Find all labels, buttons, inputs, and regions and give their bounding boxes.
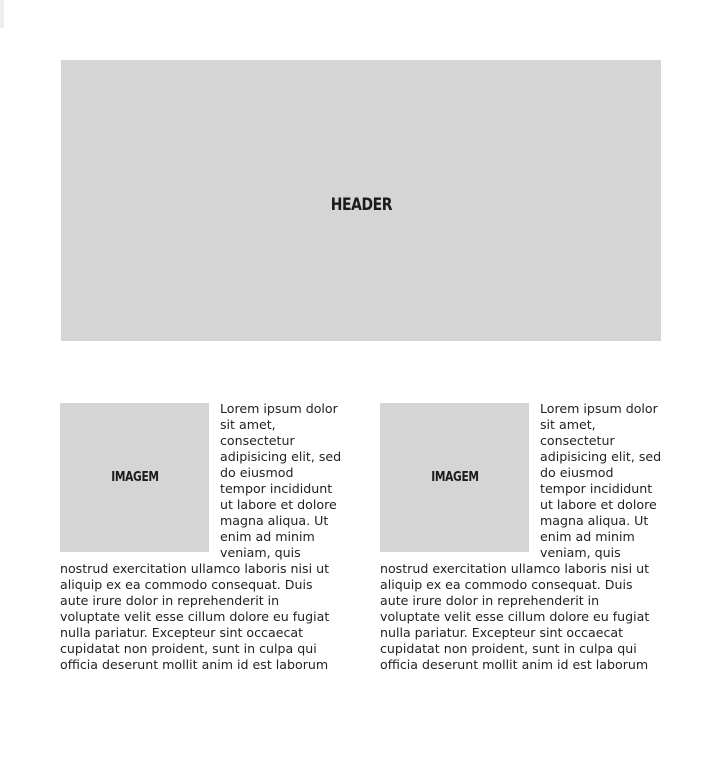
card-body-text: Lorem ipsum dolor sit amet, consectetur adipisicing elit, sed do eiusmod tempor incididunt ut labore et dolore magna aliqua. Ut enim ad minim veniam, quis nostrud exercitation ullamco laboris nisi ut aliquip ex ea commodo consequat. Duis aute irure dolor in reprehenderit in voluptate velit esse cillum dolore eu fugiat nulla pariatur. Excepteur sint occaecat cupidatat non proident, sunt in culpa qui officia deserunt mollit anim id est laborum [60, 401, 342, 672]
card-image-label: IMAGEM [110, 469, 159, 485]
card-image-placeholder [380, 403, 529, 552]
header-placeholder [61, 60, 661, 341]
content-card-right [380, 403, 662, 673]
card-image-label: IMAGEM [430, 469, 479, 485]
card-image-placeholder [60, 403, 209, 552]
corner-mark [0, 0, 4, 28]
header-label: HEADER [330, 194, 392, 215]
card-body-text: Lorem ipsum dolor sit amet, consectetur adipisicing elit, sed do eiusmod tempor incididunt ut labore et dolore magna aliqua. Ut enim ad minim veniam, quis nostrud exercitation ullamco laboris nisi ut aliquip ex ea commodo consequat. Duis aute irure dolor in reprehenderit in voluptate velit esse cillum dolore eu fugiat nulla pariatur. Excepteur sint occaecat cupidatat non proident, sunt in culpa qui officia deserunt mollit anim id est laborum [380, 401, 662, 672]
content-card-left [60, 403, 342, 673]
